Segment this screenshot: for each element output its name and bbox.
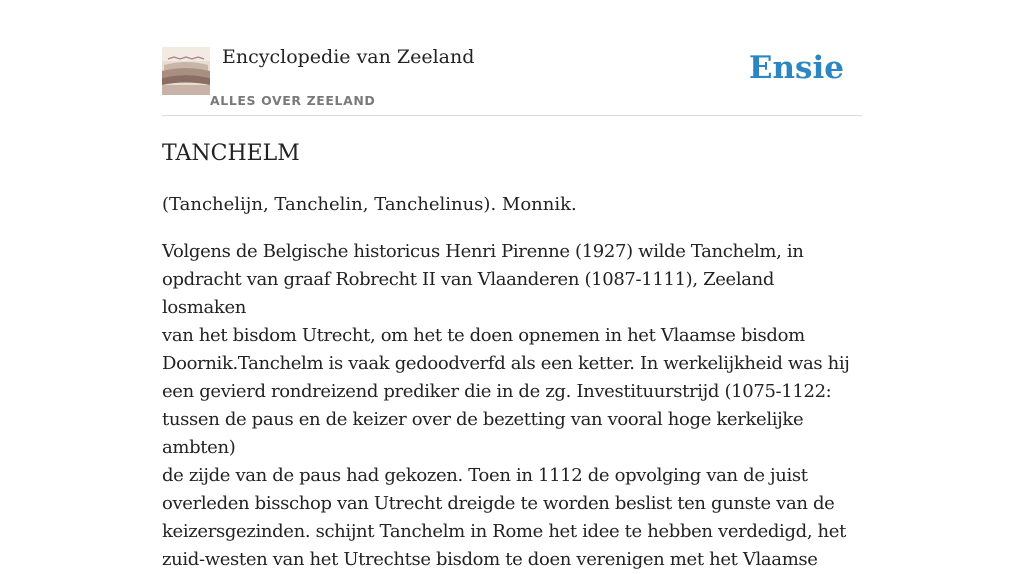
site-avatar[interactable] <box>162 47 210 95</box>
site-tagline: ALLES OVER ZEELAND <box>210 93 376 108</box>
article-body: Volgens de Belgische historicus Henri Pirenne (1927) wilde Tanchelm, in opdracht van graaf Robrecht II van Vlaanderen (1087-1111), Zeeland losmaken van het bisdom Utrecht, om het te doen opnemen in het Vlaamse bisdom Doornik.Tanchelm is vaak gedoodverfd als een ketter. In werkelijkheid was hij een gevierd rondreizend prediker die in de zg. Investituurstrijd (1075-1122: tussen de paus en de keizer over de bezetting van vooral hoge kerkelijke ambten) de zijde van de paus had gekozen. Toen in 1112 de opvolging van de juist overleden bisschop van Utrecht dreigde te worden beslist ten gunste van de keizersgezinden. schijnt Tanchelm in Rome het idee te hebben verdedigd, het zuid-westen van het Utrechtse bisdom te doen verenigen met het Vlaamse <box>162 241 850 570</box>
site-title[interactable]: Encyclopedie van Zeeland <box>222 46 475 68</box>
book-pages-icon <box>162 47 210 95</box>
site-header <box>162 0 862 116</box>
article-title: TANCHELM <box>162 141 300 166</box>
article-lead: (Tanchelijn, Tanchelin, Tanchelinus). Monnik. <box>162 194 577 215</box>
brand-logo-link[interactable]: Ensie <box>748 50 844 86</box>
article <box>162 138 862 574</box>
